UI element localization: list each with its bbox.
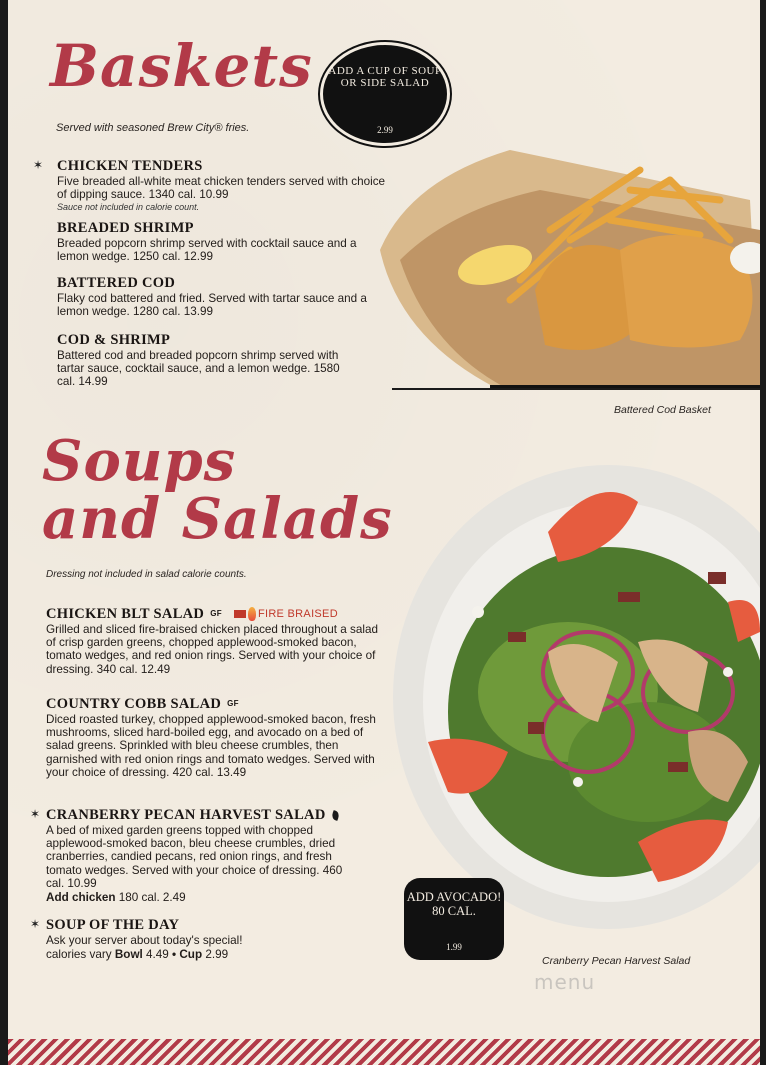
- battered-cod-basket-photo: [370, 140, 760, 390]
- item-name-row: [46, 606, 386, 622]
- item-description: Flaky cod battered and fried. Served with tartar sauce and a lemon wedge. 1280 cal. 13.99: [57, 292, 367, 319]
- decorative-stripe: [8, 1039, 760, 1065]
- item-name: CHICKEN BLT SALAD: [46, 606, 205, 622]
- item-name: BREADED SHRIMP: [57, 220, 194, 236]
- item-description: Breaded popcorn shrimp served with cocktail sauce and a lemon wedge. 1250 cal. 12.99: [57, 237, 357, 264]
- add-soup-badge-price: 2.99: [377, 125, 393, 135]
- menu-page: [8, 0, 760, 1065]
- item-description: Ask your server about today's special!: [46, 934, 243, 947]
- add-chicken-label: Add chicken: [46, 891, 116, 905]
- brand-chip-icon: [234, 610, 246, 618]
- salad-photo-caption: Cranberry Pecan Harvest Salad: [542, 955, 691, 967]
- menu-item-cod-shrimp: [57, 332, 347, 389]
- baskets-subtitle: Served with seasoned Brew City® fries.: [56, 122, 250, 134]
- star-icon: ✶: [33, 158, 44, 172]
- leaf-icon: [330, 810, 340, 821]
- item-name-row: [46, 696, 376, 712]
- baskets-title: Baskets: [50, 32, 313, 100]
- item-name: CHICKEN TENDERS: [57, 158, 203, 174]
- watermark: menu: [534, 970, 596, 994]
- item-note: Sauce not included in calorie count.: [57, 202, 200, 213]
- soup-calories: calories vary: [46, 948, 112, 962]
- menu-item-breaded-shrimp: [57, 220, 387, 263]
- add-chicken-value: 180 cal. 2.49: [118, 891, 186, 905]
- add-avocado-badge-price: 1.99: [446, 942, 462, 952]
- add-avocado-badge-text: ADD AVOCADO! 80 CAL.: [406, 890, 502, 918]
- cup-price: 2.99: [205, 948, 229, 962]
- add-soup-badge-text: ADD A CUP OF SOUP OR SIDE SALAD: [328, 65, 442, 89]
- item-description: Battered cod and breaded popcorn shrimp served with tartar sauce, cocktail sauce, and a lemon wedge. 1580 cal. 14.99: [57, 349, 340, 389]
- add-soup-badge: [320, 42, 450, 146]
- fire-braised-text: FIRE BRAISED: [257, 608, 338, 620]
- add-avocado-badge: [404, 878, 504, 960]
- gluten-free-tag: GF: [210, 609, 222, 618]
- soups-title-line2: and Salads: [42, 486, 393, 552]
- item-name: COUNTRY COBB SALAD: [46, 696, 222, 712]
- menu-item-country-cobb-salad: [46, 696, 376, 779]
- item-name: COD & SHRIMP: [57, 332, 171, 348]
- soup-prices: [46, 948, 346, 961]
- item-name: SOUP OF THE DAY: [46, 917, 180, 933]
- menu-item-soup-of-the-day: [46, 917, 346, 961]
- add-chicken-line: [46, 891, 358, 904]
- item-description: Diced roasted turkey, chopped applewood-smoked bacon, fresh mushrooms, sliced hard-boiled egg, and avocado on a bed of salad greens. Sprinkled with bleu cheese crumbles, then garnished with red onion rings and tomato wedges. Served with your choice of dressing. 420 cal. 13.49: [46, 713, 376, 779]
- bowl-price: 4.49: [146, 948, 169, 962]
- soups-title: [42, 428, 393, 552]
- star-icon: ✶: [30, 807, 41, 821]
- item-name: BATTERED COD: [57, 275, 176, 291]
- divider: [392, 388, 760, 390]
- soups-title-line1: Soups: [42, 428, 237, 494]
- menu-item-chicken-blt-salad: [46, 606, 386, 676]
- item-description: Five breaded all-white meat chicken tenders served with choice of dipping sauce. 1340 cal. 10.99: [57, 175, 386, 202]
- menu-item-chicken-tenders: [57, 158, 387, 212]
- item-name-row: [46, 807, 358, 823]
- star-icon: ✶: [30, 917, 41, 931]
- basket-photo-caption: Battered Cod Basket: [614, 404, 711, 416]
- item-description: Grilled and sliced fire-braised chicken placed throughout a salad of crisp garden greens, chopped applewood-smoked bacon, tomato wedges, and red onion rings. Served with your choice of dressing. 340 cal. 12.49: [46, 623, 378, 676]
- cranberry-pecan-salad-photo: [388, 462, 760, 932]
- gluten-free-tag: GF: [227, 699, 239, 708]
- cup-label: • Cup: [172, 948, 203, 962]
- item-description: A bed of mixed garden greens topped with chopped applewood-smoked bacon, bleu cheese crumbles, dried cranberries, candied pecans, red onion rings, and fresh tomato wedges. Served with your choice of dressing. 460 cal. 10.99: [46, 824, 343, 890]
- soups-subtitle: Dressing not included in salad calorie counts.: [46, 569, 247, 580]
- menu-item-battered-cod: [57, 275, 387, 318]
- menu-item-cranberry-pecan-salad: [46, 807, 358, 904]
- fire-braised-logo: [234, 606, 338, 622]
- item-name: CRANBERRY PECAN HARVEST SALAD: [46, 807, 326, 823]
- bowl-label: Bowl: [114, 948, 143, 962]
- flame-icon: [248, 607, 256, 621]
